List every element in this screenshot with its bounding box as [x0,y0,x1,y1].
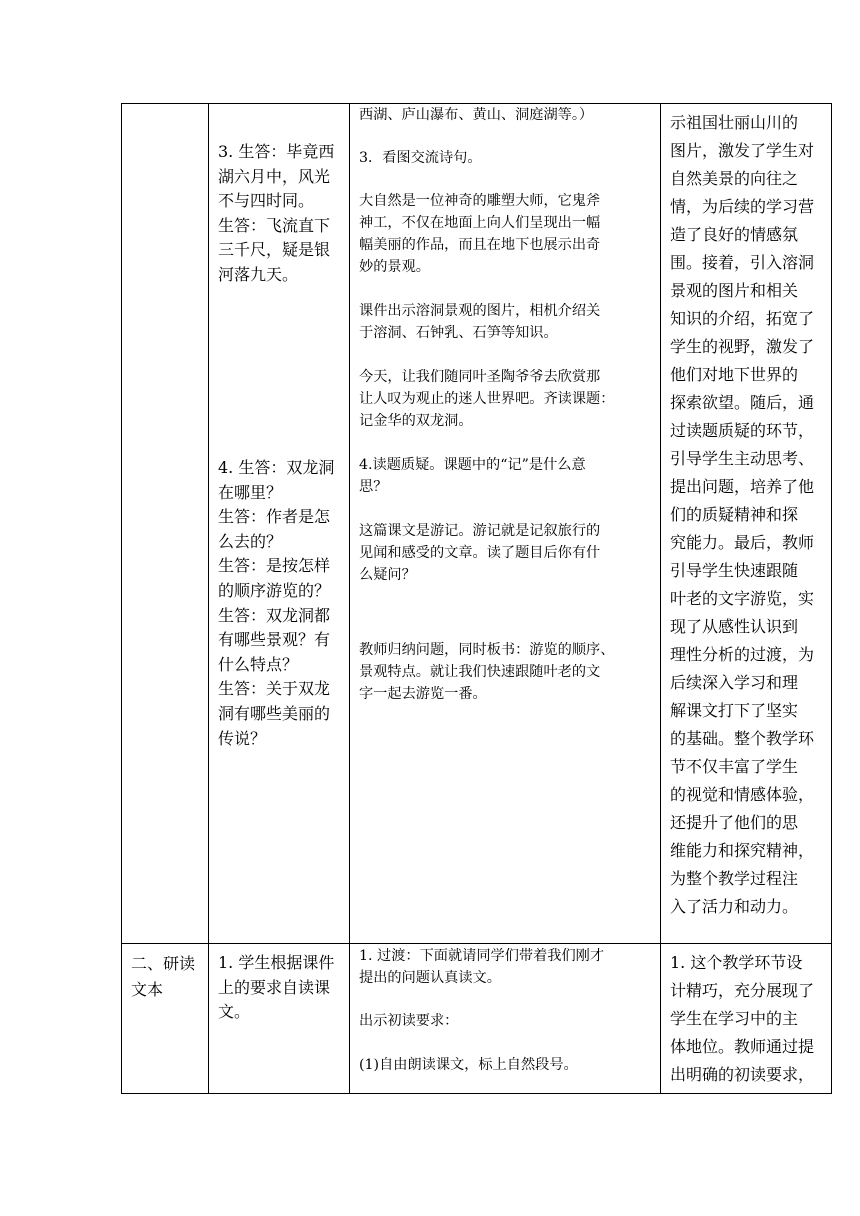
student-answer-4 [218,456,334,751]
text-line: 究能力。最后，教师 [670,533,815,552]
teacher-paragraph [359,454,586,498]
student-activity [218,951,334,1025]
text-line: 3. 生答：毕竟西 [218,142,335,161]
text-line: 的顺序游览的？ [218,580,331,600]
text-line: 提出的问题认真读文。 [359,970,501,986]
text-line: 知识的介绍，拓宽了 [670,309,815,328]
design-intent-text [670,109,814,921]
text-line: 么疑问？ [359,567,416,583]
text-line: 1. 这个教学环节设 [670,953,803,972]
teacher-paragraph [359,1010,458,1032]
text-line: 神工，不仅在地面上向人们呈现出一幅 [359,215,601,231]
text-line: 幅美丽的作品，而且在地下也展示出奇 [359,237,601,253]
text-line: 思？ [359,479,388,495]
column-divider [208,104,209,1093]
text-line: 还提升了他们的思 [670,813,799,832]
text-line: 文本 [131,980,164,999]
text-line: 的视觉和情感体验， [670,785,815,804]
text-line: 们的质疑精神和探 [670,505,799,524]
teacher-paragraph [359,520,600,586]
text-line: 景观的图片和相关 [670,281,799,300]
text-line: 的基础。整个教学环 [670,729,815,748]
text-line: 围。接着，引入溶洞 [670,253,815,272]
text-line: 解课文打下了坚实 [670,701,799,720]
text-line: 自然美景的向往之 [670,169,799,188]
text-line: 4.读题质疑。课题中的“记”是什么意 [359,457,586,473]
teacher-paragraph [359,104,593,126]
text-line: 为整个教学过程注 [670,869,799,888]
text-line: 现了从感性认识到 [670,617,799,636]
text-line: 造了良好的情感氛 [670,225,799,244]
text-line: 4. 生答：双龙洞 [218,458,335,477]
student-answer-3 [218,140,334,288]
section-title [131,951,195,1003]
text-line: 不与四时同。 [218,191,315,211]
text-line: 出示初读要求： [359,1013,459,1029]
text-line: 他们对地下世界的 [670,365,799,384]
text-line: 图片，激发了学生对 [670,141,815,160]
text-line: 示祖国壮丽山川的 [670,113,799,132]
text-line: 二、研读 [131,954,196,973]
text-line: 1. 过渡：下面就请同学们带着我们刚才 [359,948,605,964]
text-line: 湖六月中，风光 [218,166,331,186]
text-line: 西湖、庐山瀑布、黄山、洞庭湖等。） [359,107,594,123]
teacher-paragraph [359,300,600,344]
text-line: 引导学生主动思考、 [670,449,815,468]
teacher-paragraph [359,639,614,705]
text-line: 河落九天。 [218,264,299,284]
teacher-paragraph [359,190,600,278]
text-line: 么去的？ [218,531,283,551]
design-intent-text [670,949,814,1089]
text-line: 于溶洞、石钟乳、石笋等知识。 [359,325,558,341]
teacher-paragraph [359,1054,578,1076]
text-line: 计精巧，充分展现了 [670,981,815,1000]
text-line: 让人叹为观止的迷人世界吧。齐读课题： [359,391,615,407]
text-line: 这篇课文是游记。游记就是记叙旅行的 [359,523,601,539]
text-line: 今天，让我们随同叶圣陶爷爷去欣赏那 [359,369,601,385]
text-line: 三千尺，疑是银 [218,240,331,260]
text-line: 1. 学生根据课件 [218,953,335,972]
text-line: 体地位。教师通过提 [670,1037,815,1056]
text-line: 提出问题，培养了他 [670,477,815,496]
text-line: 理性分析的过渡，为 [670,645,815,664]
teacher-paragraph [359,366,614,432]
text-line: 字一起去游览一番。 [359,686,487,702]
text-line: 入了活力和动力。 [670,897,799,916]
text-line: 叶老的文字游览，实 [670,589,815,608]
text-line: 情，为后续的学习营 [670,197,815,216]
text-line: 景观特点。就让我们快速跟随叶老的文 [359,664,601,680]
text-line: 什么特点？ [218,654,299,674]
text-line: 见闻和感受的文章。读了题目后你有什 [359,545,601,561]
text-line: 引导学生快速跟随 [670,561,799,580]
text-line: 记金华的双龙洞。 [359,413,473,429]
row-divider [122,943,831,944]
text-line: 教师归纳问题，同时板书：游览的顺序、 [359,642,615,658]
text-line: 生答：作者是怎 [218,507,331,527]
teacher-paragraph [359,945,604,989]
text-line: 有哪些景观？有 [218,630,331,650]
text-line: 文。 [218,1002,251,1022]
text-line: 生答：是按怎样 [218,556,331,576]
lesson-plan-table [121,103,832,1094]
text-line: 妙的景观。 [359,259,430,275]
text-line: 后续深入学习和理 [670,673,799,692]
column-divider [349,104,350,1093]
text-line: 学生在学习中的主 [670,1009,799,1028]
column-divider [660,104,661,1093]
text-line: 在哪里？ [218,482,283,502]
text-line: (1)自由朗读课文，标上自然段号。 [359,1057,578,1073]
text-line: 3．看图交流诗句。 [359,150,482,166]
text-line: 探索欲望。随后，通 [670,393,815,412]
text-line: 生答：双龙洞都 [218,605,331,625]
text-line: 洞有哪些美丽的 [218,703,331,723]
text-line: 生答：飞流直下 [218,215,331,235]
text-line: 生答：关于双龙 [218,679,331,699]
text-line: 课件出示溶洞景观的图片，相机介绍关 [359,303,601,319]
text-line: 出明确的初读要求， [670,1065,815,1084]
text-line: 大自然是一位神奇的雕塑大师，它鬼斧 [359,193,601,209]
text-line: 学生的视野，激发了 [670,337,815,356]
text-line: 传说？ [218,728,267,748]
text-line: 节不仅丰富了学生 [670,757,799,776]
text-line: 过读题质疑的环节， [670,421,815,440]
text-line: 上的要求自读课 [218,977,331,997]
text-line: 维能力和探究精神， [670,841,815,860]
teacher-paragraph [359,147,482,169]
